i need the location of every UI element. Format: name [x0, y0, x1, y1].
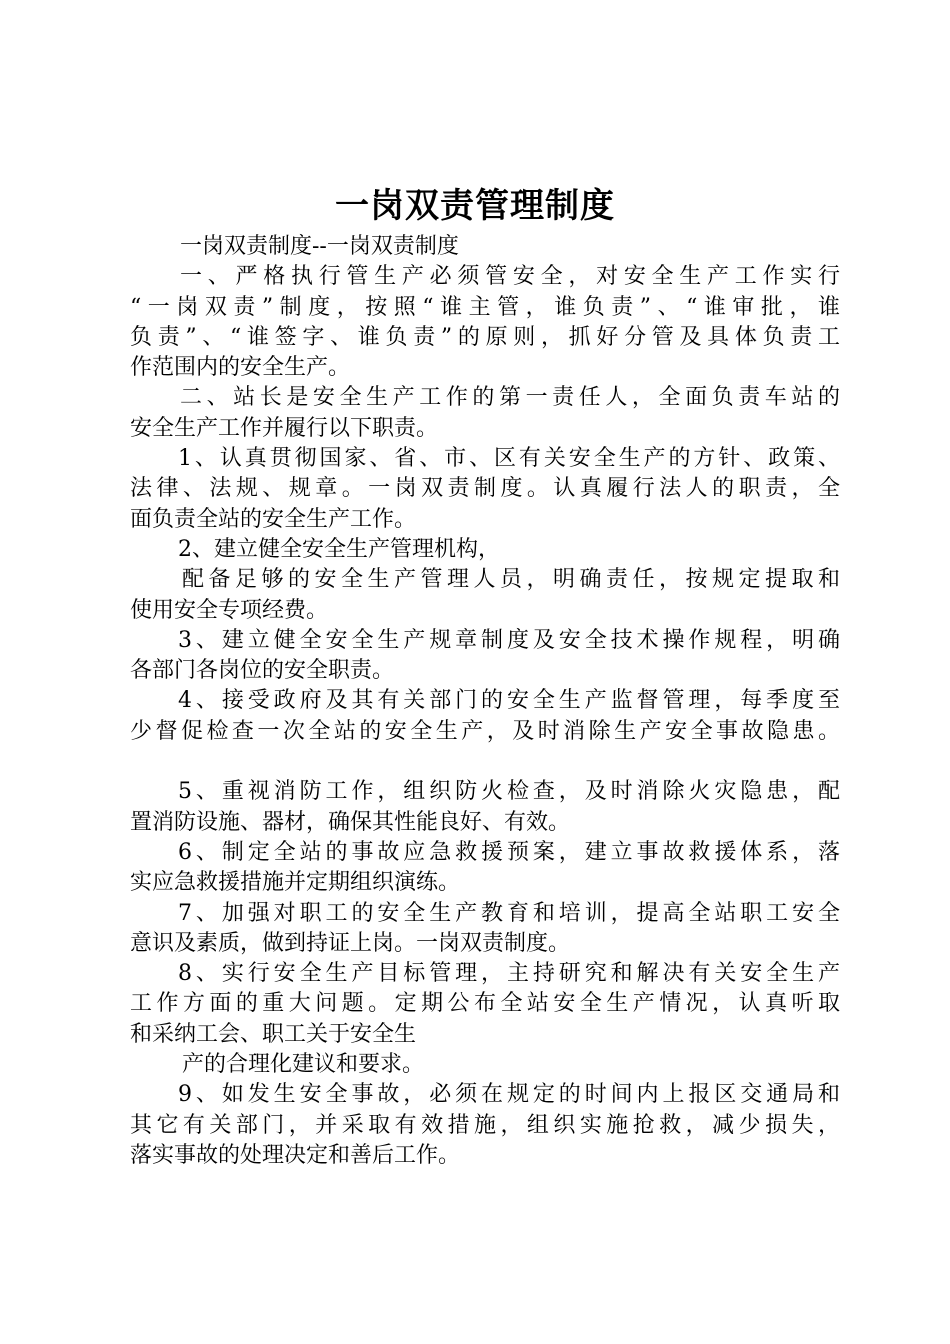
body-line: 7、加强对职工的安全生产教育和培训，提高全站职工安全 — [178, 900, 840, 926]
body-line: 作范围内的安全生产。 — [130, 355, 351, 381]
body-line: 其它有关部门，并采取有效措施，组织实施抢救，减少损失， — [130, 1112, 840, 1138]
body-line: 各部门各岗位的安全职责。 — [130, 658, 395, 684]
body-line: 法律、法规、规章。一岗双责制度。认真履行法人的职责，全 — [130, 476, 840, 502]
body-line: 一岗双责制度--一岗双责制度 — [180, 234, 459, 259]
body-line: 2、建立健全安全生产管理机构， — [178, 536, 500, 562]
body-line: 工作方面的重大问题。定期公布全站安全生产情况，认真听取 — [130, 991, 840, 1017]
body-line: 配备足够的安全生产管理人员，明确责任，按规定提取和 — [182, 567, 840, 593]
body-line-blank — [130, 747, 840, 777]
body-line: 二、站长是安全生产工作的第一责任人，全面负责车站的 — [180, 385, 840, 411]
body-line: 6、制定全站的事故应急救援预案，建立事故救援体系，落 — [178, 839, 840, 865]
body-line: 和采纳工会、职工关于安全生 — [130, 1021, 417, 1047]
document-title: 一岗双责管理制度 — [335, 186, 615, 226]
body-line: 5、重视消防工作，组织防火检查，及时消除火灾隐患，配 — [178, 779, 840, 805]
body-line: 8、实行安全生产目标管理，主持研究和解决有关安全生产 — [178, 961, 840, 987]
body-line: 使用安全专项经费。 — [130, 597, 329, 623]
body-line: 负责”、“谁签字、谁负责”的原则，抓好分管及具体负责工 — [130, 324, 840, 350]
body-line: 落实事故的处理决定和善后工作。 — [130, 1142, 461, 1168]
body-line: 置消防设施、器材，确保其性能良好、有效。 — [130, 809, 571, 835]
body-line: “一岗双责”制度，按照“谁主管，谁负责”、“谁审批，谁 — [130, 294, 840, 320]
body-line: 3、建立健全安全生产规章制度及安全技术操作规程，明确 — [178, 627, 840, 653]
body-line: 4、接受政府及其有关部门的安全生产监督管理，每季度至 — [178, 688, 840, 714]
body-line: 产的合理化建议和要求。 — [182, 1052, 425, 1078]
body-line: 安全生产工作并履行以下职责。 — [130, 415, 439, 441]
body-line: 1、认真贯彻国家、省、市、区有关安全生产的方针、政策、 — [178, 446, 840, 472]
body-line: 9、如发生安全事故，必须在规定的时间内上报区交通局和 — [178, 1082, 840, 1108]
body-line: 少督促检查一次全站的安全生产，及时消除生产安全事故隐患。 — [130, 718, 840, 744]
document-body — [130, 232, 840, 1171]
body-line: 一、严格执行管生产必须管安全，对安全生产工作实行 — [180, 264, 840, 290]
body-line: 面负责全站的安全生产工作。 — [130, 506, 417, 532]
body-line: 实应急救援措施并定期组织演练。 — [130, 870, 461, 896]
body-line: 意识及素质，做到持证上岗。一岗双责制度。 — [130, 930, 571, 956]
